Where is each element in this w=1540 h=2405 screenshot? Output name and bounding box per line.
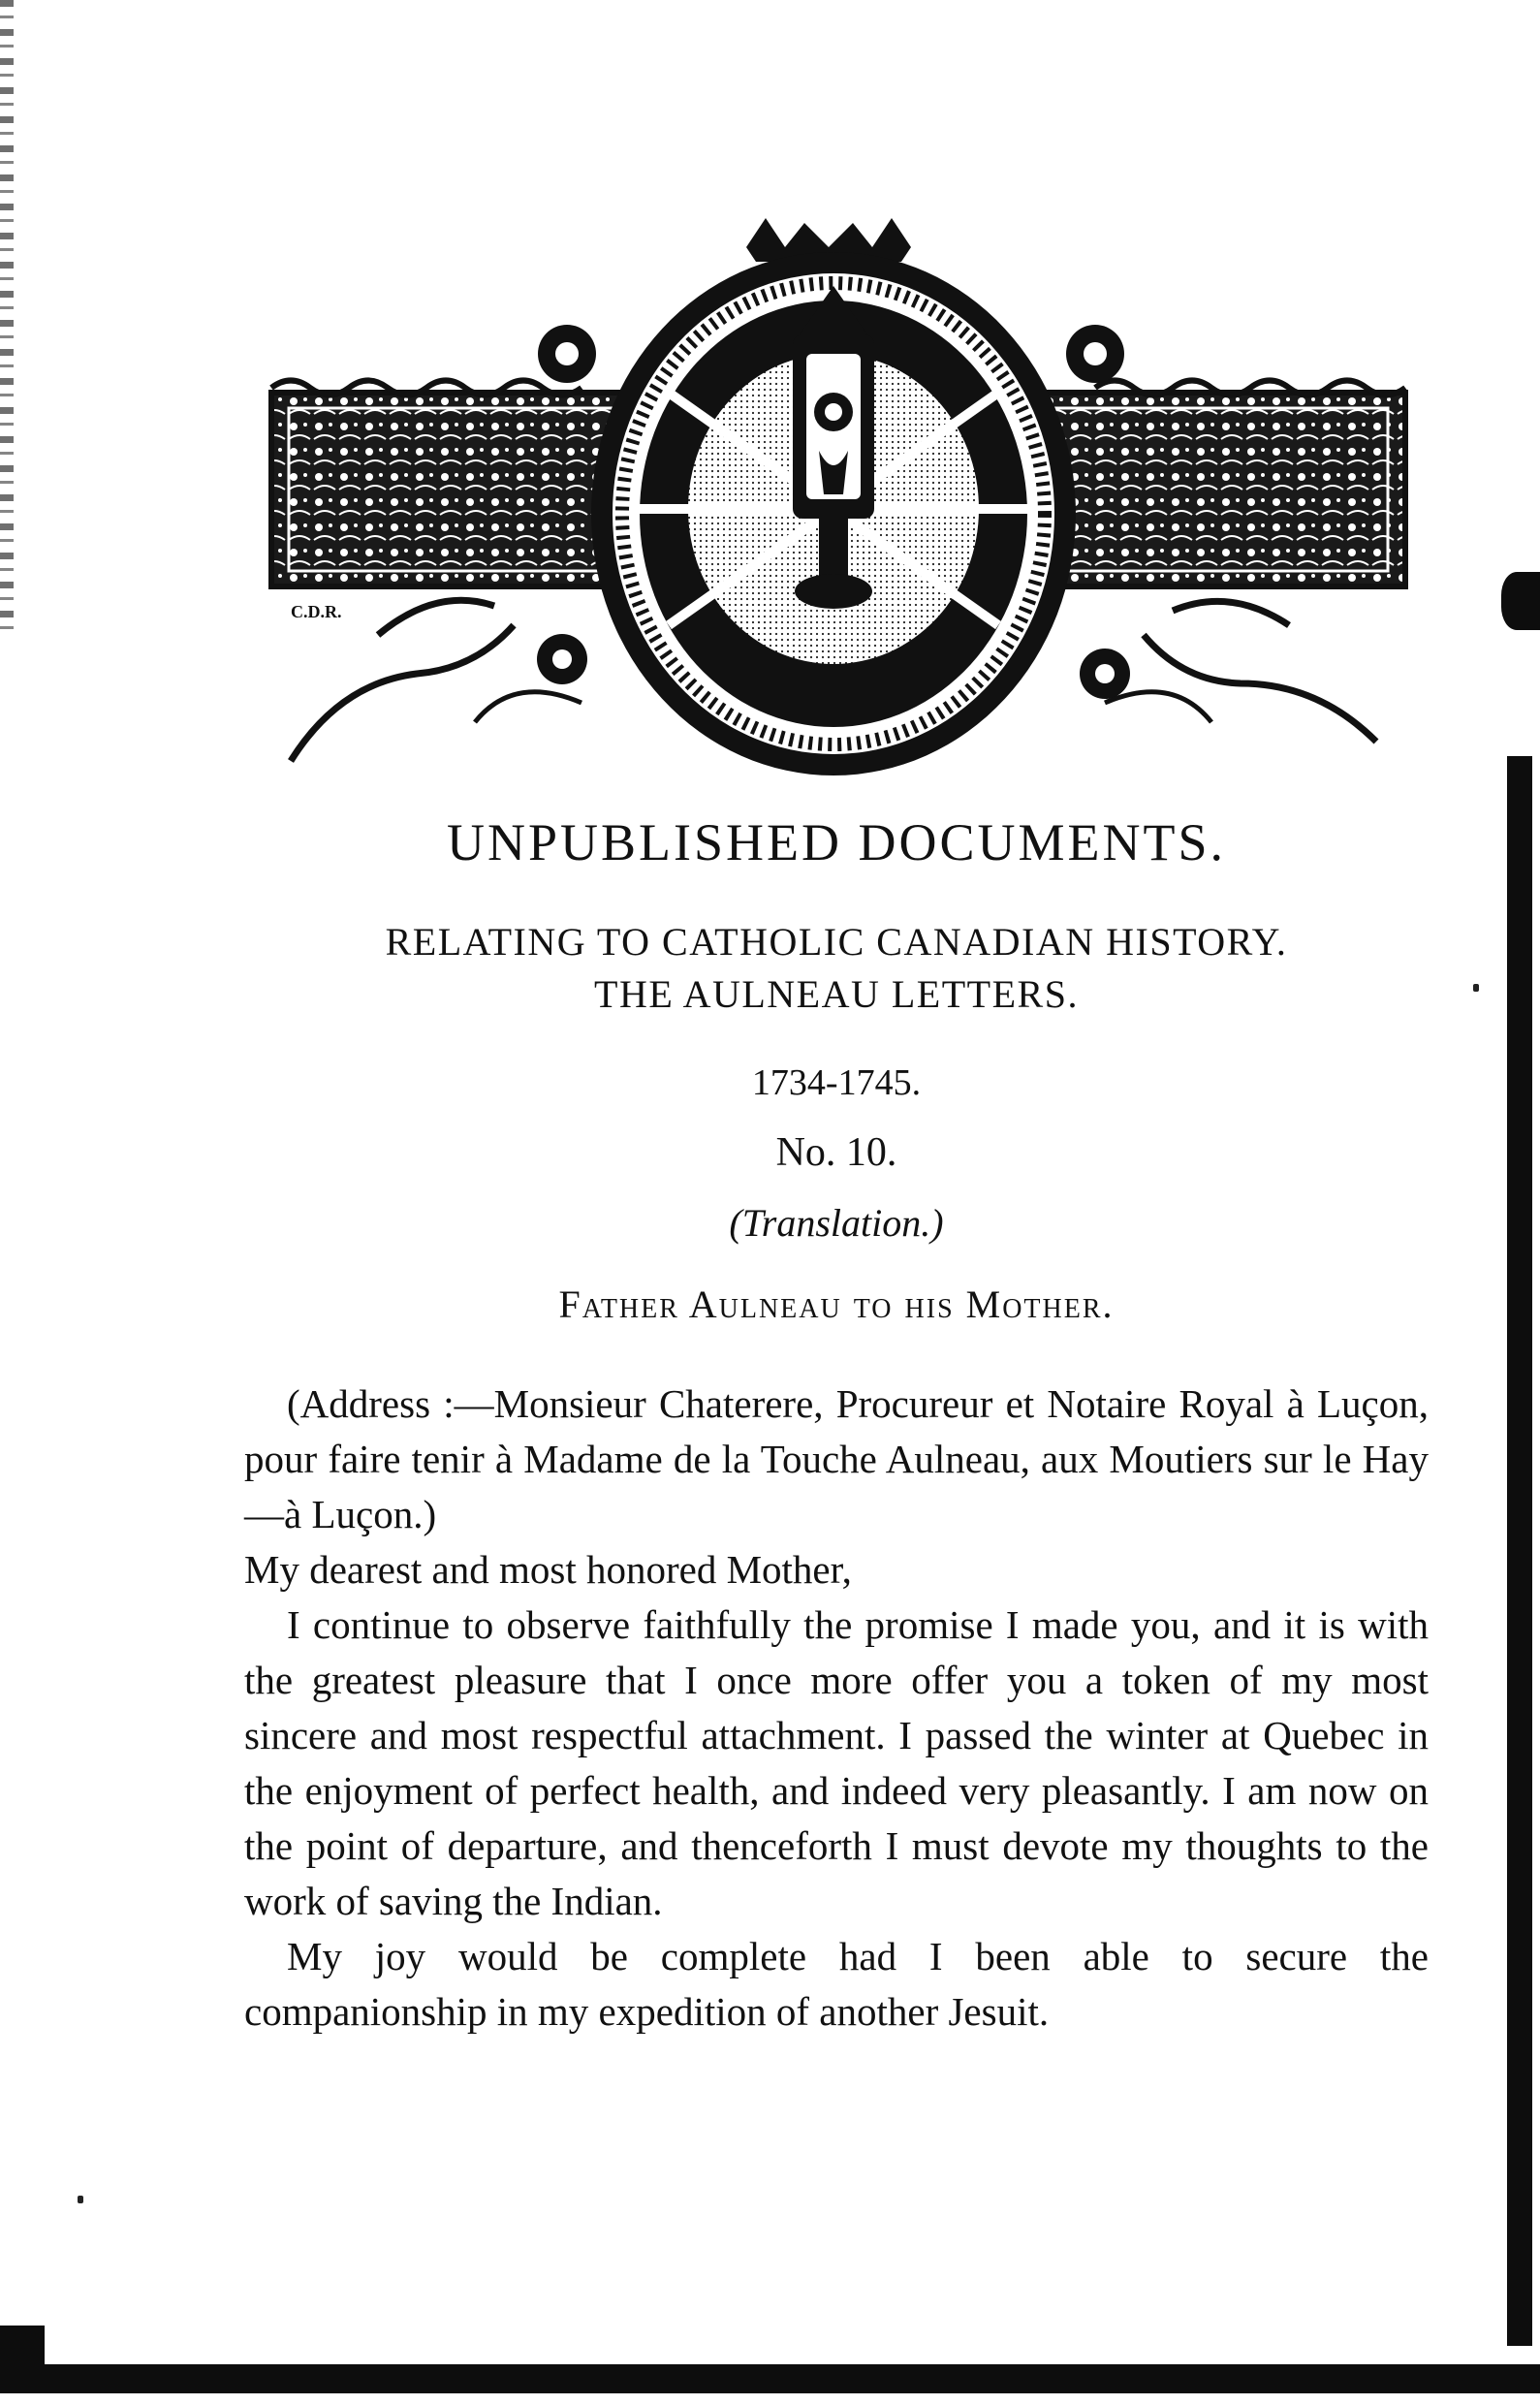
date-range: 1734-1745. (751, 1062, 922, 1103)
paragraph-2: My joy would be complete had I been able to secure the companionship in my expedition of another Jesuit. (244, 1934, 1429, 2034)
document-subtitle (244, 916, 1429, 1021)
paragraph-1: I continue to observe faithfully the promise I made you, and it is with the greatest pleasure that I once more offer you a token of my most sincere and most respectful attachment. I passed the winter at Quebec in the enjoyment of perfect health, and indeed very pleasantly. I am now on the point of departure, and thenceforth I must devote my thoughts to the work of saving the Indian. (244, 1602, 1429, 1923)
speck (78, 2196, 83, 2203)
headpiece-ornament (262, 218, 1415, 780)
monstrance-emblem-icon (262, 218, 1415, 780)
scan-edge-right (1507, 756, 1532, 2346)
subtitle-line-2: THE AULNEAU LETTERS. (594, 972, 1079, 1016)
document-title: UNPUBLISHED DOCUMENTS. (446, 813, 1227, 871)
scan-edge-left (0, 0, 14, 640)
translation-note: (Translation.) (729, 1201, 944, 1245)
scan-corner (0, 2326, 45, 2393)
speck (1473, 984, 1479, 992)
salutation: My dearest and most honored Mother, (244, 1547, 852, 1592)
letter-body (244, 1377, 1429, 2040)
engraver-signature: C.D.R. (291, 602, 342, 621)
scan-edge-bottom (0, 2364, 1540, 2393)
scan-edge-notch (1501, 572, 1540, 630)
letter-caption: Father Aulneau to his Mother. (558, 1282, 1115, 1326)
subtitle-line-1: RELATING TO CATHOLIC CANADIAN HISTORY. (385, 920, 1288, 964)
letter-number: No. 10. (775, 1130, 897, 1175)
address-paragraph: (Address :—Monsieur Chaterere, Procureur et Notaire Royal à Luçon, pour faire tenir à Madame de la Touche Aulneau, aux Moutiers sur le Hay—à Luçon.) (244, 1381, 1429, 1536)
